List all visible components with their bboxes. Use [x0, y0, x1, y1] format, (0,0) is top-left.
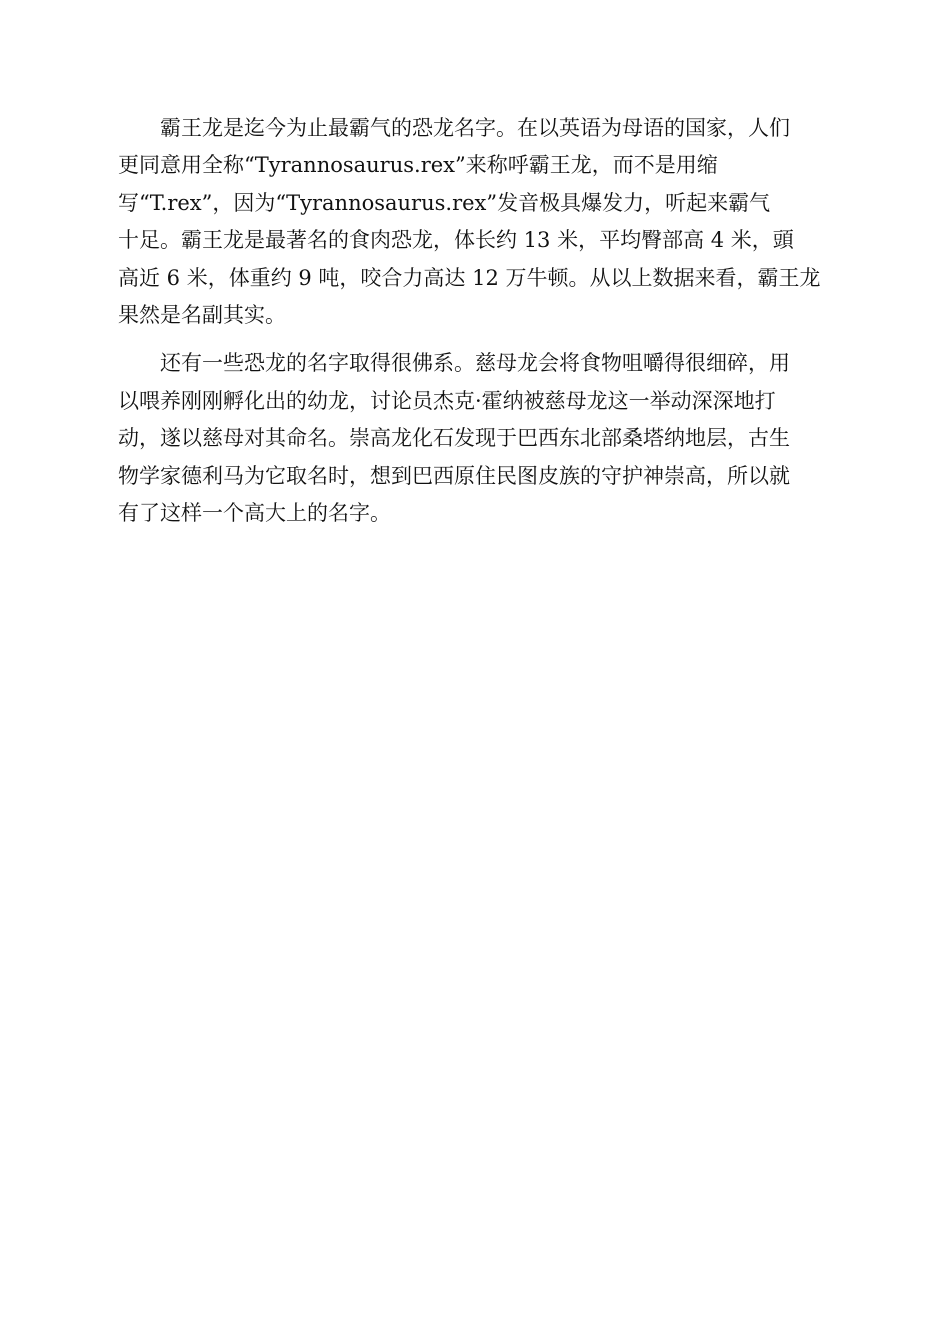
text-line: 写“T.rex”，因为“Tyrannosaurus.rex”发音极具爆发力，听起来霸气: [118, 190, 771, 215]
text-line: 以喂养刚刚孵化出的幼龙，讨论员杰克·霍纳被慈母龙这一举动深深地打: [118, 388, 776, 413]
paragraph-dinosaur-names: [118, 345, 834, 532]
text-line: 有了这样一个高大上的名字。: [118, 500, 391, 525]
text-line: 果然是名副其实。: [118, 302, 286, 327]
text-line: 霸王龙是迄今为止最霸气的恐龙名字。在以英语为母语的国家，人们: [160, 116, 790, 140]
text-line: 十足。霸王龙是最著名的食肉恐龙，体长约 13 米，平均臀部高 4 米，頭: [118, 228, 794, 253]
paragraph-tyrannosaurus: [118, 110, 834, 334]
text-line: 物学家德利马为它取名时，想到巴西原住民图皮族的守护神崇高，所以就: [118, 463, 790, 488]
text-line: 高近 6 米，体重约 9 吨，咬合力高达 12 万牛顿。从以上数据来看，霸王龙: [118, 265, 821, 290]
text-line: 还有一些恐龙的名字取得很佛系。慈母龙会将食物咀嚼得很细碎，用: [160, 351, 790, 376]
text-line: 动，遂以慈母对其命名。崇高龙化石发现于巴西东北部桑塔纳地层，古生: [118, 426, 790, 451]
text-line: 更同意用全称“Tyrannosaurus.rex”来称呼霸王龙，而不是用缩: [118, 153, 718, 178]
document-body: [118, 110, 834, 543]
